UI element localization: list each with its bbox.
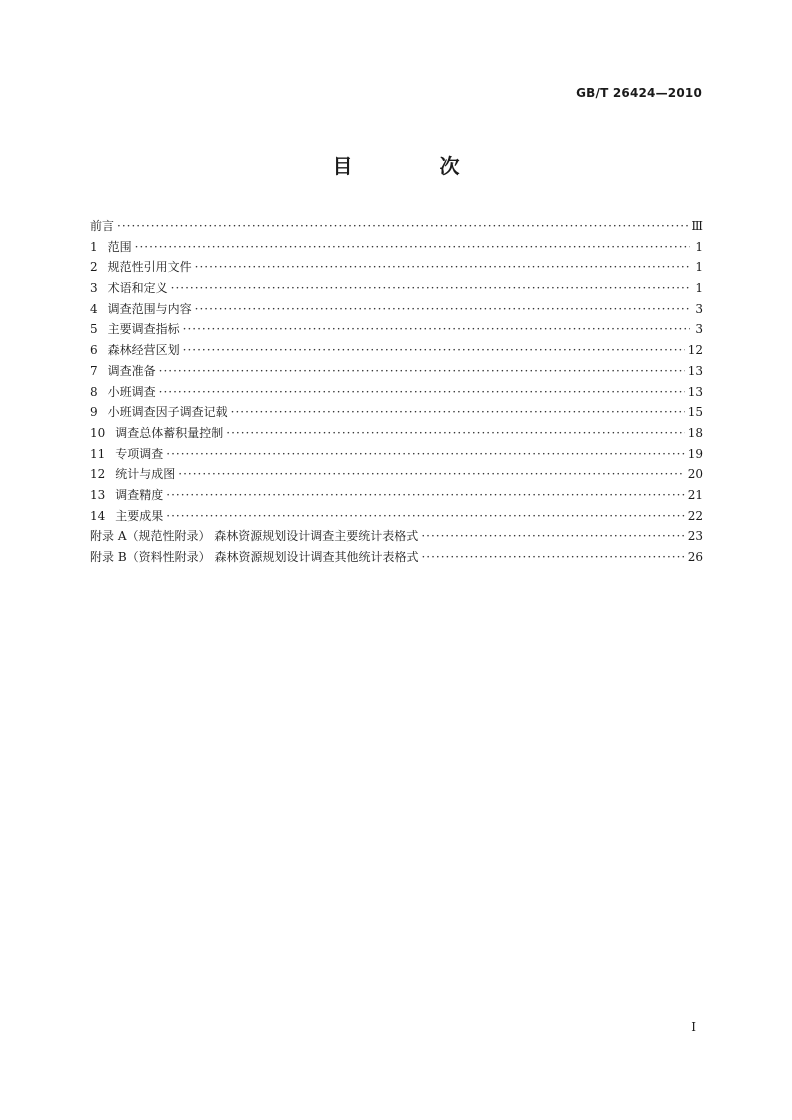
toc-entry-title: 附录 A（规范性附录） 森林资源规划设计调查主要统计表格式 <box>90 529 419 544</box>
table-of-contents <box>90 216 703 568</box>
toc-entry-number: 8 <box>90 384 98 399</box>
toc-entry-page: 3 <box>695 301 703 316</box>
toc-entry-page: 1 <box>695 281 703 296</box>
toc-entry-results[interactable] <box>90 506 703 527</box>
toc-entry-page: 1 <box>695 239 703 254</box>
toc-entry-appendix-b[interactable] <box>90 547 703 568</box>
dot-leader <box>183 319 690 340</box>
toc-entry-factor-records[interactable] <box>90 402 703 423</box>
dot-leader <box>231 402 685 423</box>
toc-entry-title: 专项调查 <box>115 446 164 461</box>
toc-entry-page: 18 <box>687 425 703 440</box>
toc-entry-number: 13 <box>90 487 106 502</box>
toc-entry-foreword[interactable] <box>90 216 703 237</box>
toc-entry-zoning[interactable] <box>90 340 703 361</box>
toc-entry-number: 2 <box>90 260 98 275</box>
toc-entry-page: 20 <box>687 467 703 482</box>
toc-entry-survey-scope[interactable] <box>90 299 703 320</box>
dot-leader <box>117 216 688 237</box>
dot-leader <box>159 382 685 403</box>
page-number: I <box>691 1020 696 1034</box>
dot-leader <box>166 506 684 527</box>
toc-entry-scope[interactable] <box>90 237 703 258</box>
dot-leader <box>159 361 685 382</box>
toc-entry-page: 21 <box>687 487 703 502</box>
toc-entry-number: 5 <box>90 322 98 337</box>
toc-entry-title: 前言 <box>90 219 115 233</box>
toc-entry-preparation[interactable] <box>90 361 703 382</box>
toc-entry-title: 调查准备 <box>107 363 156 378</box>
toc-entry-title: 主要调查指标 <box>107 322 180 337</box>
dot-leader <box>178 464 684 485</box>
toc-entry-number: 12 <box>90 467 106 482</box>
dot-leader <box>195 257 690 278</box>
toc-entry-page: 13 <box>687 363 703 378</box>
standard-code: GB/T 26424—2010 <box>576 86 702 100</box>
toc-entry-number: 10 <box>90 425 106 440</box>
toc-entry-page: 1 <box>695 260 703 275</box>
dot-leader <box>135 237 690 258</box>
dot-leader <box>421 547 684 568</box>
toc-entry-title: 小班调查因子调查记载 <box>107 405 228 420</box>
toc-entry-title: 森林经营区划 <box>107 343 180 358</box>
toc-entry-number: 11 <box>90 446 106 461</box>
toc-entry-title: 调查范围与内容 <box>107 301 192 316</box>
toc-entry-title: 调查精度 <box>115 487 164 502</box>
dot-leader <box>421 526 684 547</box>
dot-leader <box>195 299 690 320</box>
toc-entry-page: 23 <box>687 529 703 544</box>
dot-leader <box>166 485 684 506</box>
toc-entry-special-survey[interactable] <box>90 444 703 465</box>
toc-entry-title: 附录 B（资料性附录） 森林资源规划设计调查其他统计表格式 <box>90 550 419 564</box>
toc-entry-page: 19 <box>687 446 703 461</box>
dot-leader <box>171 278 690 299</box>
toc-entry-title: 术语和定义 <box>107 281 168 296</box>
toc-entry-number: 14 <box>90 508 106 523</box>
toc-entry-number: 7 <box>90 363 98 378</box>
toc-entry-page: 3 <box>695 322 703 337</box>
toc-entry-title: 调查总体蓄积量控制 <box>115 425 224 440</box>
toc-entry-title: 统计与成图 <box>115 467 176 482</box>
toc-entry-page: 22 <box>687 508 703 523</box>
toc-entry-subcompartment-survey[interactable] <box>90 382 703 403</box>
toc-entry-volume-control[interactable] <box>90 423 703 444</box>
toc-entry-number: 3 <box>90 281 98 296</box>
toc-entry-main-indicators[interactable] <box>90 319 703 340</box>
toc-entry-title: 小班调查 <box>107 384 156 399</box>
toc-entry-appendix-a[interactable] <box>90 526 703 547</box>
dot-leader <box>183 340 685 361</box>
toc-entry-number: 1 <box>90 239 98 254</box>
toc-entry-page: 13 <box>687 384 703 399</box>
toc-entry-title: 范围 <box>107 239 132 254</box>
toc-title: 目 次 <box>332 154 500 178</box>
toc-entry-page: 12 <box>687 343 703 358</box>
toc-entry-normative-references[interactable] <box>90 257 703 278</box>
toc-entry-statistics-mapping[interactable] <box>90 464 703 485</box>
toc-entry-page: 15 <box>687 405 703 420</box>
toc-entry-number: 6 <box>90 343 98 358</box>
toc-entry-title: 规范性引用文件 <box>107 260 192 275</box>
toc-entry-terms[interactable] <box>90 278 703 299</box>
toc-entry-title: 主要成果 <box>115 508 164 523</box>
toc-entry-page: Ⅲ <box>691 219 703 233</box>
toc-entry-page: 26 <box>687 550 703 564</box>
dot-leader <box>166 444 684 465</box>
toc-entry-number: 9 <box>90 405 98 420</box>
toc-entry-number: 4 <box>90 301 98 316</box>
dot-leader <box>226 423 684 444</box>
toc-entry-accuracy[interactable] <box>90 485 703 506</box>
